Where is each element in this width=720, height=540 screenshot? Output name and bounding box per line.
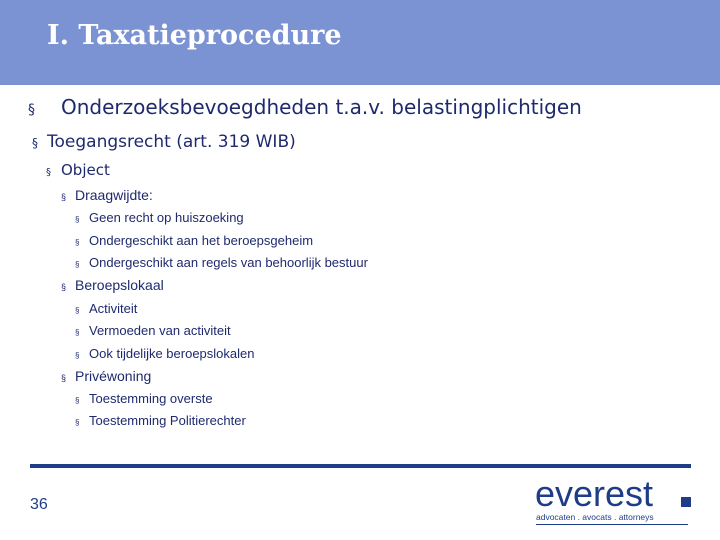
list-item	[75, 413, 246, 428]
bullet-text: Privéwoning	[75, 368, 152, 384]
list-item	[75, 210, 244, 225]
title-bar	[0, 0, 720, 85]
list-item-text: Activiteit	[89, 301, 138, 316]
section-bullet-icon: §	[75, 260, 80, 269]
list-item-text: Geen recht op huiszoeking	[89, 210, 244, 225]
list-item	[75, 391, 213, 406]
list-item-text: Toestemming Politierechter	[89, 413, 246, 428]
section-bullet-icon: §	[75, 396, 80, 405]
bullet-privewoning	[61, 368, 151, 384]
footer-divider	[30, 464, 691, 468]
page-number: 36	[30, 496, 48, 513]
logo-tagline: advocaten . avocats . attorneys	[536, 512, 688, 525]
section-bullet-icon: §	[61, 373, 67, 383]
bullet-beroepslokaal	[61, 277, 164, 293]
list-item-text: Ook tijdelijke beroepslokalen	[89, 346, 255, 361]
section-bullet-icon: §	[75, 328, 80, 337]
logo-square-icon	[681, 497, 691, 507]
bullet-draagwijdte	[61, 187, 153, 203]
slide-title: I. Taxatieprocedure	[47, 20, 342, 51]
list-item	[75, 233, 313, 248]
bullet-level3	[46, 161, 110, 179]
section-bullet-icon: §	[46, 167, 51, 178]
logo-wordmark: everest	[535, 473, 654, 514]
bullet-text: Object	[61, 161, 110, 179]
bullet-text: Draagwijdte:	[75, 187, 153, 203]
list-item-text: Vermoeden van activiteit	[89, 323, 231, 338]
bullet-level2	[32, 132, 296, 152]
list-item	[75, 255, 368, 270]
section-bullet-icon: §	[75, 238, 80, 247]
list-item-text: Ondergeschikt aan het beroepsgeheim	[89, 233, 314, 248]
bullet-text: Onderzoeksbevoegdheden t.a.v. belastingplichtigen	[61, 95, 582, 119]
list-item	[75, 323, 231, 338]
section-bullet-icon: §	[75, 351, 80, 360]
section-bullet-icon: §	[75, 418, 80, 427]
section-bullet-icon: §	[32, 136, 38, 150]
section-bullet-icon: §	[61, 282, 67, 292]
list-item-text: Ondergeschikt aan regels van behoorlijk bestuur	[89, 255, 368, 270]
bullet-level1	[28, 95, 582, 119]
section-bullet-icon: §	[61, 192, 67, 202]
bullet-text: Toegangsrecht (art. 319 WIB)	[47, 132, 296, 152]
bullet-text: Beroepslokaal	[75, 277, 164, 293]
section-bullet-icon: §	[28, 102, 35, 118]
list-item	[75, 301, 137, 316]
section-bullet-icon: §	[75, 215, 80, 224]
list-item-text: Toestemming overste	[89, 391, 213, 406]
list-item	[75, 346, 254, 361]
section-bullet-icon: §	[75, 306, 80, 315]
everest-logo	[535, 474, 695, 526]
